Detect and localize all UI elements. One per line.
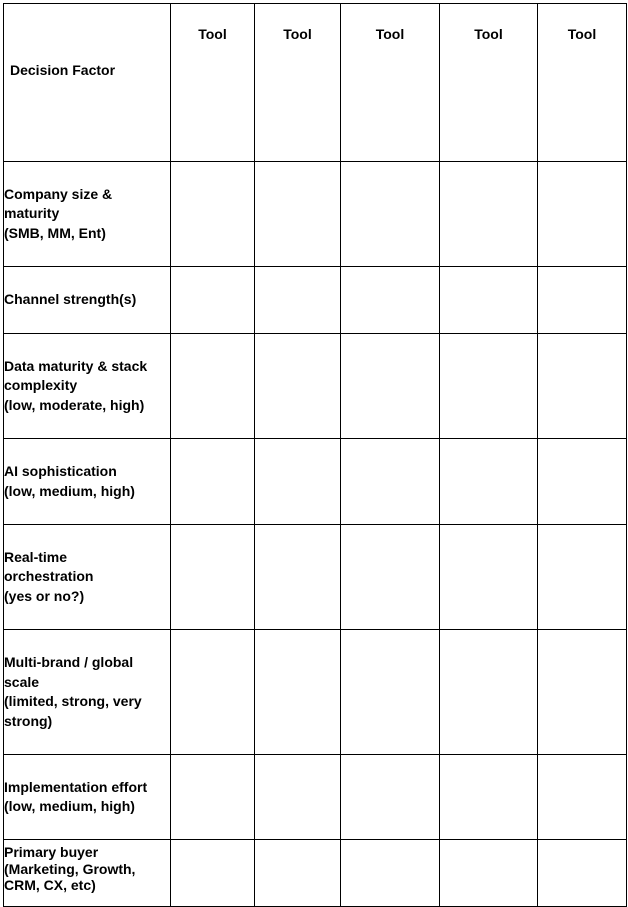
factor-line: (low, medium, high) [4, 482, 135, 499]
factor-line: strong) [4, 712, 53, 729]
factor-line: Data maturity & stack [4, 357, 148, 374]
factor-cell-company-size [4, 162, 171, 267]
tool-cell[interactable] [341, 525, 440, 630]
factor-line: (SMB, MM, Ent) [4, 224, 106, 241]
tool-cell[interactable] [255, 755, 341, 840]
table-row [4, 630, 627, 755]
factor-line: (yes or no?) [4, 587, 85, 604]
table-row [4, 439, 627, 525]
tool-cell[interactable] [255, 630, 341, 755]
factor-cell-multi-brand-scale [4, 630, 171, 755]
factor-line: Real-time [4, 548, 68, 565]
table-row [4, 840, 627, 907]
factor-line: CRM, CX, etc) [4, 877, 96, 894]
tool-cell[interactable] [538, 162, 627, 267]
tool-column-header: Tool [440, 4, 538, 162]
tool-cell[interactable] [538, 840, 627, 907]
tool-cell[interactable] [171, 267, 255, 334]
decision-matrix-table [3, 3, 627, 907]
factor-cell-ai-sophistication [4, 439, 171, 525]
tool-cell[interactable] [341, 439, 440, 525]
tool-cell[interactable] [440, 334, 538, 439]
tool-cell[interactable] [171, 439, 255, 525]
factor-line: (limited, strong, very [4, 693, 142, 709]
header-row [4, 4, 627, 162]
tool-column-header: Tool [255, 4, 341, 162]
tool-cell[interactable] [341, 840, 440, 907]
tool-cell[interactable] [341, 267, 440, 334]
tool-cell[interactable] [171, 840, 255, 907]
tool-cell[interactable] [538, 439, 627, 525]
factor-line: scale [4, 673, 40, 690]
tool-cell[interactable] [255, 840, 341, 907]
tool-cell[interactable] [538, 334, 627, 439]
tool-column-header: Tool [341, 4, 440, 162]
factor-cell-channel-strength [4, 267, 171, 334]
tool-cell[interactable] [255, 334, 341, 439]
factor-line: Primary buyer [4, 844, 99, 861]
factor-cell-implementation-effort [4, 755, 171, 840]
table-row [4, 334, 627, 439]
table-row [4, 755, 627, 840]
factor-line: Multi-brand / global [4, 654, 134, 670]
tool-cell[interactable] [538, 755, 627, 840]
tool-cell[interactable] [440, 840, 538, 907]
tool-cell[interactable] [440, 439, 538, 525]
factor-cell-primary-buyer [4, 840, 171, 907]
factor-cell-data-maturity [4, 334, 171, 439]
tool-cell[interactable] [171, 334, 255, 439]
tool-cell[interactable] [440, 630, 538, 755]
factor-cell-real-time-orchestration [4, 525, 171, 630]
table-row [4, 162, 627, 267]
factor-line: Implementation effort [4, 778, 148, 795]
tool-cell[interactable] [255, 525, 341, 630]
tool-cell[interactable] [171, 755, 255, 840]
tool-cell[interactable] [341, 630, 440, 755]
tool-cell[interactable] [171, 162, 255, 267]
tool-cell[interactable] [171, 630, 255, 755]
tool-column-header: Tool [538, 4, 627, 162]
factor-line: (low, moderate, high) [4, 396, 145, 413]
factor-line: Company size & [4, 185, 113, 202]
tool-cell[interactable] [440, 525, 538, 630]
factor-line: Channel strength(s) [4, 291, 137, 308]
table-row [4, 525, 627, 630]
factor-line: AI sophistication [4, 463, 117, 479]
tool-cell[interactable] [538, 525, 627, 630]
tool-cell[interactable] [255, 267, 341, 334]
tool-cell[interactable] [440, 162, 538, 267]
tool-cell[interactable] [341, 162, 440, 267]
factor-line: orchestration [4, 568, 94, 585]
table-row [4, 267, 627, 334]
factor-line: (low, medium, high) [4, 798, 135, 814]
tool-cell[interactable] [171, 525, 255, 630]
factor-line: maturity [4, 205, 60, 222]
tool-cell[interactable] [538, 267, 627, 334]
tool-cell[interactable] [440, 755, 538, 840]
tool-column-header: Tool [171, 4, 255, 162]
factor-line: complexity [4, 377, 78, 394]
tool-cell[interactable] [440, 267, 538, 334]
tool-cell[interactable] [341, 755, 440, 840]
tool-cell[interactable] [538, 630, 627, 755]
factor-line: (Marketing, Growth, [4, 860, 136, 877]
tool-cell[interactable] [255, 162, 341, 267]
tool-cell[interactable] [341, 334, 440, 439]
tool-cell[interactable] [255, 439, 341, 525]
decision-factor-header: Decision Factor [4, 4, 171, 162]
